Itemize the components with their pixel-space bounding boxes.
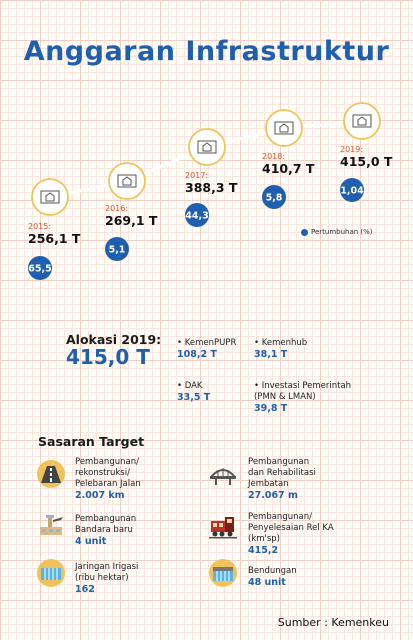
target-line: Bandara baru (75, 525, 133, 535)
allocation-item-amount: 39,8 T (254, 403, 288, 414)
allocation-item-name-detail: (PMN & LMAN) (254, 392, 316, 402)
target-dam (248, 566, 297, 588)
year-label: 2017: (185, 171, 209, 180)
target-amount: 162 (75, 584, 95, 595)
target-rail (248, 512, 334, 556)
target-line: Jembatan (248, 479, 289, 489)
allocation-item-kemenhub (254, 338, 307, 360)
targets-title: Sasaran Target (38, 434, 145, 449)
target-amount: 4 unit (75, 536, 107, 547)
year-label: 2016: (105, 204, 129, 213)
target-line: (km'sp) (248, 534, 280, 544)
year-label: 2015: (28, 222, 52, 231)
target-bridge (248, 457, 316, 501)
value-label: 269,1 T (105, 213, 158, 228)
target-road (75, 457, 141, 501)
value-label: 388,3 T (185, 180, 238, 195)
bridge-icon (208, 459, 238, 489)
year-label: 2018: (262, 152, 286, 161)
irrigation-icon (36, 558, 66, 588)
growth-label: 5,8 (265, 192, 283, 204)
allocation-item-name: • Investasi Pemerintah (254, 381, 352, 391)
target-line: rekonstruksi/ (75, 468, 130, 478)
data-point-2017 (189, 129, 225, 165)
data-point-2019 (344, 103, 380, 139)
allocation-item-name: • Kemenhub (254, 338, 308, 348)
data-point-2016 (109, 163, 145, 199)
source-label: Sumber : Kemenkeu (277, 616, 389, 629)
value-label: 410,7 T (262, 161, 315, 176)
value-label: 415,0 T (340, 154, 393, 169)
year-label: 2019: (340, 145, 364, 154)
page-title: Anggaran Infrastruktur (23, 36, 390, 67)
target-line: Pelebaran Jalan (75, 479, 141, 489)
target-line: Pembangunan (248, 457, 310, 467)
legend-label: Pertumbuhan (%) (311, 228, 373, 236)
target-airport (75, 514, 136, 547)
target-irrigation (75, 562, 138, 595)
train-icon (208, 511, 238, 541)
growth-label: 65,5 (28, 263, 52, 275)
target-line: Pembangunan (75, 514, 137, 524)
allocation-item-kemenpupr (177, 338, 236, 360)
target-line: Bendungan (248, 566, 297, 576)
allocation-total: 415,0 T (66, 345, 150, 369)
growth-label: 44,3 (185, 210, 209, 222)
data-point-2018 (266, 110, 302, 146)
target-line: Pembangunan/ (75, 457, 139, 467)
allocation-label: Alokasi 2019: (66, 332, 162, 347)
allocation-item-investasi (254, 381, 351, 414)
target-line: Pembangunan/ (248, 512, 312, 522)
allocation-item-amount: 108,2 T (177, 349, 217, 360)
target-line: Jaringan Irigasi (75, 562, 139, 572)
target-line: (ribu hektar) (75, 573, 129, 583)
allocation-item-name: • KemenPUPR (177, 338, 237, 348)
budget-line-chart (0, 0, 413, 300)
airport-icon (36, 511, 66, 541)
allocation-item-amount: 38,1 T (254, 349, 288, 360)
dam-icon (208, 558, 238, 588)
target-amount: 415,2 (248, 545, 279, 556)
allocation-item-dak (177, 381, 210, 403)
data-point-2015 (32, 179, 68, 215)
target-amount: 2.007 km (75, 490, 125, 501)
target-line: Penyelesaian Rel KA (248, 523, 334, 533)
allocation-item-amount: 33,5 T (177, 392, 211, 403)
growth-label: 1,04 (340, 185, 364, 197)
growth-label: 5,1 (108, 244, 126, 256)
legend-dot (301, 229, 308, 236)
value-label: 256,1 T (28, 231, 81, 246)
chart-legend (301, 228, 373, 236)
allocation-item-name: • DAK (177, 381, 203, 391)
road-icon (36, 459, 66, 489)
target-line: dan Rehabilitasi (248, 468, 316, 478)
target-amount: 48 unit (248, 577, 286, 588)
target-amount: 27.067 m (248, 490, 298, 501)
